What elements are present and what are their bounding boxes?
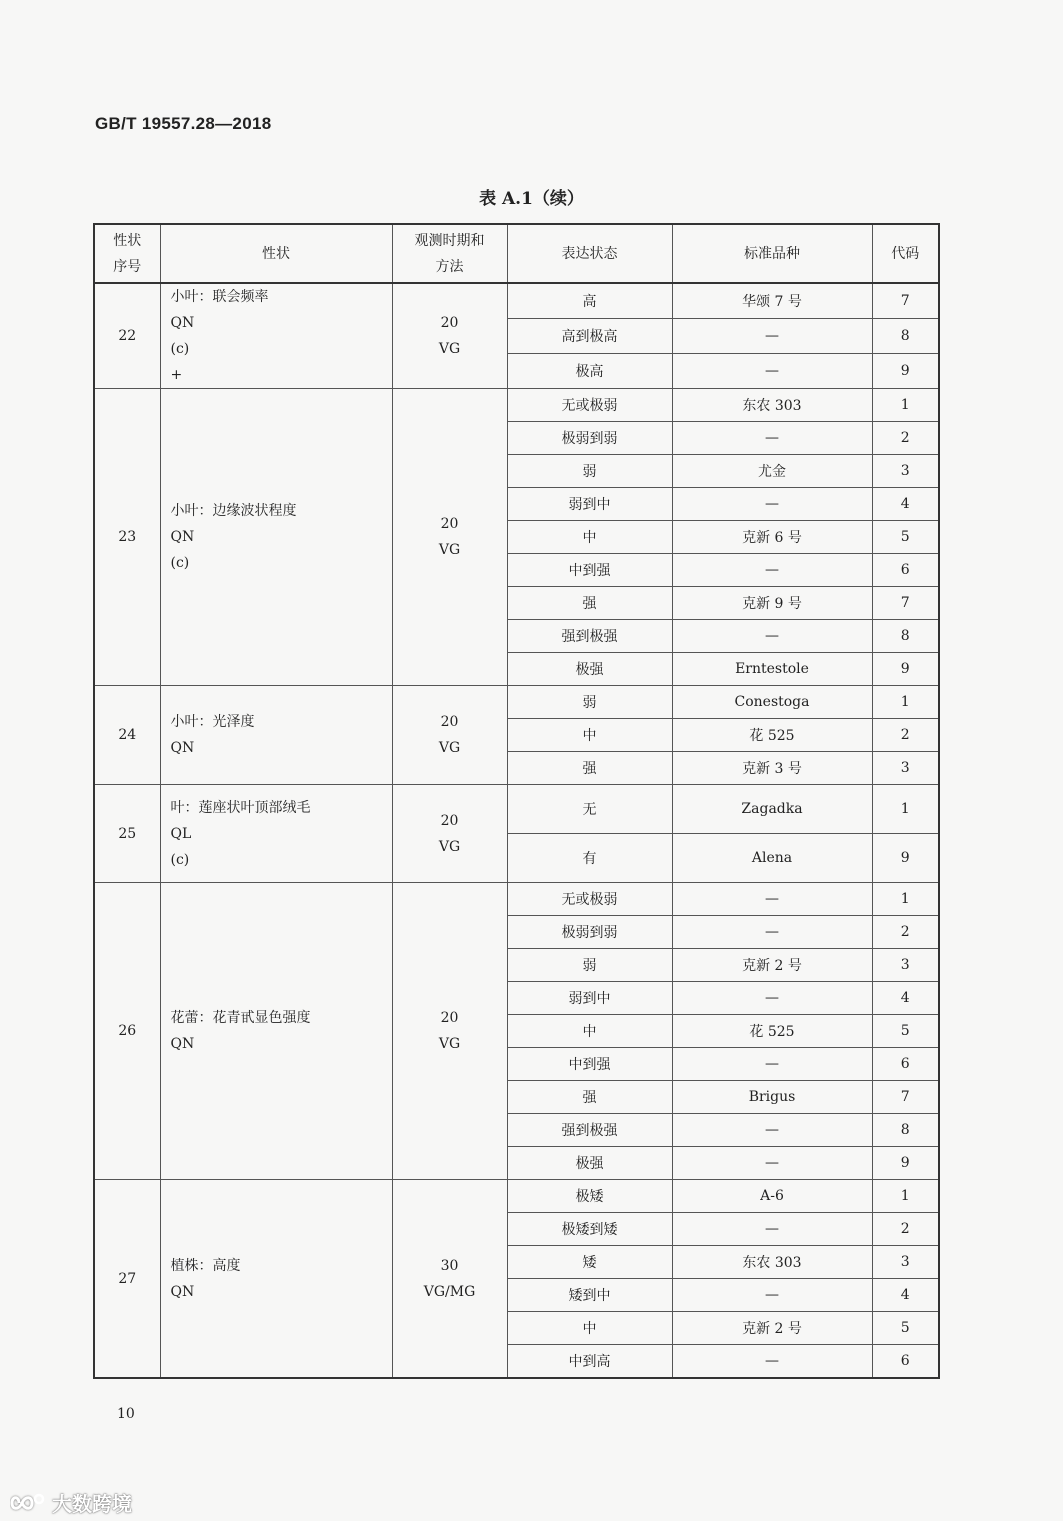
example-variety-cell: 克新 9 号 (672, 587, 872, 620)
observation-period-cell (392, 883, 507, 1180)
header-cell: 观测时期和 方法 (392, 224, 507, 283)
example-variety-cell: — (672, 1048, 872, 1081)
trait-line: 叶：莲座状叶顶部绒毛 (170, 799, 311, 816)
period-line: 20 (440, 812, 459, 829)
expression-state-cell: 中 (507, 719, 672, 752)
note-code-cell: 3 (872, 752, 939, 785)
example-variety-cell: — (672, 982, 872, 1015)
expression-state-cell: 中 (507, 1015, 672, 1048)
page-number: 10 (117, 1406, 135, 1422)
trait-number-cell: 27 (94, 1180, 160, 1379)
note-code-cell: 4 (872, 982, 939, 1015)
trait-cell (160, 686, 392, 785)
period-line: 20 (440, 315, 459, 331)
example-variety-cell: — (672, 319, 872, 354)
note-code-cell: 6 (872, 1345, 939, 1379)
note-code-cell: 1 (872, 1180, 939, 1213)
trait-line: 小叶：光泽度 (170, 714, 255, 730)
observation-period-cell (392, 1180, 507, 1379)
example-variety-cell: 东农 303 (672, 389, 872, 422)
note-code-cell: 5 (872, 521, 939, 554)
trait-number-cell: 26 (94, 883, 160, 1180)
example-variety-cell: — (672, 1213, 872, 1246)
note-code-cell: 4 (872, 488, 939, 521)
observation-period-cell (392, 686, 507, 785)
note-code-cell: 9 (872, 653, 939, 686)
trait-cell (160, 883, 392, 1180)
period-line: VG (438, 341, 461, 357)
expression-state-cell: 中到高 (507, 1345, 672, 1379)
trait-line: QN (170, 740, 195, 756)
expression-state-cell: 有 (507, 834, 672, 883)
example-variety-cell: 克新 6 号 (672, 521, 872, 554)
trait-number-cell: 23 (94, 389, 160, 686)
trait-number-cell: 24 (94, 686, 160, 785)
trait-line: QN (170, 315, 195, 331)
note-code-cell: 9 (872, 354, 939, 389)
expression-state-cell: 极强 (507, 653, 672, 686)
note-code-cell: 7 (872, 1081, 939, 1114)
expression-state-cell: 弱 (507, 455, 672, 488)
table-row (94, 883, 939, 916)
expression-state-cell: 强 (507, 752, 672, 785)
expression-state-cell: 矮 (507, 1246, 672, 1279)
header-cell: 性状 序号 (94, 224, 160, 283)
expression-state-cell: 弱 (507, 949, 672, 982)
trait-line: (c) (170, 851, 190, 868)
observation-period-cell (392, 785, 507, 883)
example-variety-cell: — (672, 1279, 872, 1312)
trait-number-cell: 22 (94, 283, 160, 389)
example-variety-cell: — (672, 620, 872, 653)
note-code-cell: 1 (872, 785, 939, 834)
trait-number-cell: 25 (94, 785, 160, 883)
trait-cell (160, 389, 392, 686)
note-code-cell: 1 (872, 389, 939, 422)
period-line: 20 (440, 714, 459, 730)
table-row (94, 1180, 939, 1213)
example-variety-cell: Zagadka (672, 785, 872, 834)
expression-state-cell: 弱到中 (507, 488, 672, 521)
note-code-cell: 8 (872, 319, 939, 354)
trait-line: QL (170, 825, 192, 842)
trait-line: (c) (170, 555, 190, 571)
example-variety-cell: 东农 303 (672, 1246, 872, 1279)
trait-line: 小叶：联会频率 (170, 289, 269, 305)
standard-code: GB/T 19557.28—2018 (95, 114, 272, 133)
period-line: VG (438, 1036, 461, 1052)
period-line: VG (438, 542, 461, 558)
note-code-cell: 1 (872, 686, 939, 719)
example-variety-cell: 克新 2 号 (672, 949, 872, 982)
period-line: 30 (440, 1257, 459, 1274)
expression-state-cell: 无或极弱 (507, 389, 672, 422)
table-body (94, 283, 939, 1378)
infinity-logo-icon (10, 1492, 46, 1514)
observation-period-cell (392, 389, 507, 686)
expression-state-cell: 极矮到矮 (507, 1213, 672, 1246)
expression-state-cell: 极弱到弱 (507, 916, 672, 949)
trait-line: (c) (170, 341, 190, 357)
note-code-cell: 3 (872, 949, 939, 982)
note-code-cell: 4 (872, 1279, 939, 1312)
note-code-cell: 7 (872, 283, 939, 319)
table-caption: 表 A.1（续） (479, 189, 584, 209)
expression-state-cell: 极强 (507, 1147, 672, 1180)
example-variety-cell: 花 525 (672, 1015, 872, 1048)
trait-line: QN (170, 529, 195, 545)
expression-state-cell: 极高 (507, 354, 672, 389)
table-row (94, 686, 939, 719)
example-variety-cell: — (672, 1345, 872, 1379)
period-line: VG (438, 740, 461, 756)
trait-line: 植株：高度 (170, 1257, 241, 1274)
expression-state-cell: 高到极高 (507, 319, 672, 354)
expression-state-cell: 高 (507, 283, 672, 319)
note-code-cell: 1 (872, 883, 939, 916)
note-code-cell: 2 (872, 1213, 939, 1246)
expression-state-cell: 极弱到弱 (507, 422, 672, 455)
table-header-row (94, 224, 939, 283)
example-variety-cell: — (672, 422, 872, 455)
note-code-cell: 2 (872, 916, 939, 949)
trait-line: 小叶：边缘波状程度 (170, 503, 297, 519)
example-variety-cell: — (672, 354, 872, 389)
expression-state-cell: 弱到中 (507, 982, 672, 1015)
example-variety-cell: Conestoga (672, 686, 872, 719)
watermark-text: 大数跨境 (52, 1492, 132, 1516)
example-variety-cell: 花 525 (672, 719, 872, 752)
example-variety-cell: — (672, 883, 872, 916)
expression-state-cell: 强 (507, 587, 672, 620)
expression-state-cell: 弱 (507, 686, 672, 719)
note-code-cell: 9 (872, 1147, 939, 1180)
note-code-cell: 5 (872, 1015, 939, 1048)
example-variety-cell: Alena (672, 834, 872, 883)
expression-state-cell: 中到强 (507, 554, 672, 587)
note-code-cell: 8 (872, 620, 939, 653)
example-variety-cell: — (672, 554, 872, 587)
period-line: 20 (440, 1010, 459, 1026)
period-line: 20 (440, 516, 459, 532)
example-variety-cell: 克新 2 号 (672, 1312, 872, 1345)
note-code-cell: 9 (872, 834, 939, 883)
expression-state-cell: 中 (507, 521, 672, 554)
trait-line: + (170, 367, 183, 383)
note-code-cell: 8 (872, 1114, 939, 1147)
note-code-cell: 5 (872, 1312, 939, 1345)
header-cell: 代码 (872, 224, 939, 283)
period-line: VG/MG (423, 1283, 476, 1300)
trait-line: QN (170, 1036, 195, 1052)
expression-state-cell: 无 (507, 785, 672, 834)
trait-line: 花蕾：花青甙显色强度 (170, 1010, 311, 1026)
trait-line: QN (170, 1283, 195, 1300)
example-variety-cell: — (672, 488, 872, 521)
note-code-cell: 2 (872, 422, 939, 455)
expression-state-cell: 强到极强 (507, 620, 672, 653)
example-variety-cell: A-6 (672, 1180, 872, 1213)
example-variety-cell: Erntestole (672, 653, 872, 686)
trait-cell (160, 785, 392, 883)
note-code-cell: 6 (872, 1048, 939, 1081)
example-variety-cell: — (672, 1147, 872, 1180)
trait-cell (160, 283, 392, 389)
table-row (94, 785, 939, 834)
trait-cell (160, 1180, 392, 1379)
expression-state-cell: 强到极强 (507, 1114, 672, 1147)
characteristics-table (93, 223, 940, 1379)
note-code-cell: 3 (872, 1246, 939, 1279)
expression-state-cell: 极矮 (507, 1180, 672, 1213)
example-variety-cell: Brigus (672, 1081, 872, 1114)
example-variety-cell: — (672, 1114, 872, 1147)
example-variety-cell: 华颂 7 号 (672, 283, 872, 319)
note-code-cell: 2 (872, 719, 939, 752)
header-cell: 标准品种 (672, 224, 872, 283)
example-variety-cell: 尤金 (672, 455, 872, 488)
table-row (94, 283, 939, 319)
header-cell: 性状 (160, 224, 392, 283)
expression-state-cell: 中到强 (507, 1048, 672, 1081)
period-line: VG (438, 838, 461, 855)
expression-state-cell: 矮到中 (507, 1279, 672, 1312)
note-code-cell: 3 (872, 455, 939, 488)
watermark (10, 1488, 132, 1517)
expression-state-cell: 无或极弱 (507, 883, 672, 916)
example-variety-cell: 克新 3 号 (672, 752, 872, 785)
expression-state-cell: 强 (507, 1081, 672, 1114)
expression-state-cell: 中 (507, 1312, 672, 1345)
observation-period-cell (392, 283, 507, 389)
note-code-cell: 6 (872, 554, 939, 587)
example-variety-cell: — (672, 916, 872, 949)
note-code-cell: 7 (872, 587, 939, 620)
table-row (94, 389, 939, 422)
header-cell: 表达状态 (507, 224, 672, 283)
